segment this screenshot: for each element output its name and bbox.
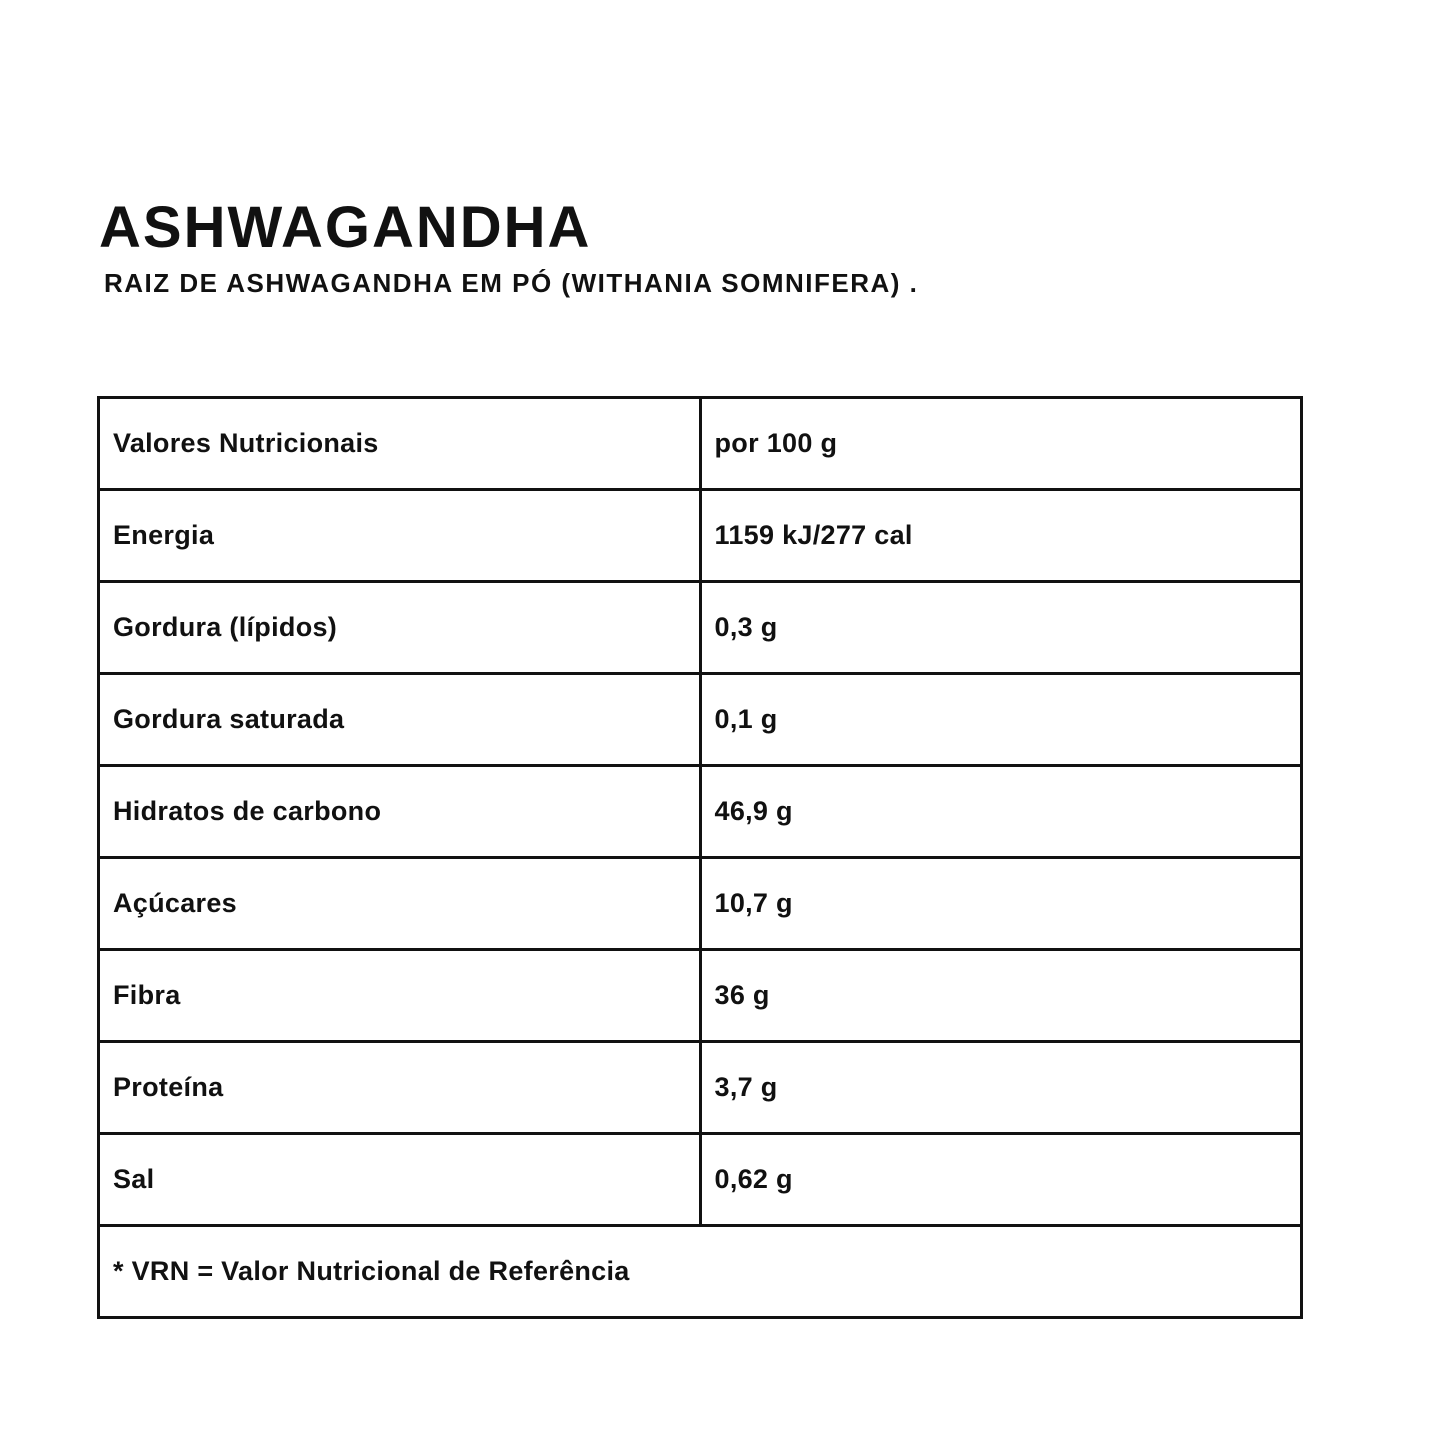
row-label: Açúcares xyxy=(99,858,701,950)
table-header-row xyxy=(99,398,1302,490)
row-value: 10,7 g xyxy=(700,858,1302,950)
row-label: Energia xyxy=(99,490,701,582)
row-value: 3,7 g xyxy=(700,1042,1302,1134)
nutrition-table xyxy=(97,396,1303,1319)
row-value: 36 g xyxy=(700,950,1302,1042)
table-header-value: por 100 g xyxy=(700,398,1302,490)
table-row-energia xyxy=(99,490,1302,582)
row-label: Proteína xyxy=(99,1042,701,1134)
table-row-acucares xyxy=(99,858,1302,950)
table-row-hidratos-de-carbono xyxy=(99,766,1302,858)
table-row-gordura-saturada xyxy=(99,674,1302,766)
row-value: 0,62 g xyxy=(700,1134,1302,1226)
row-label: Gordura (lípidos) xyxy=(99,582,701,674)
table-footnote: * VRN = Valor Nutricional de Referência xyxy=(99,1226,1302,1318)
table-row-proteina xyxy=(99,1042,1302,1134)
table-row-sal xyxy=(99,1134,1302,1226)
row-value: 0,1 g xyxy=(700,674,1302,766)
table-row-gordura xyxy=(99,582,1302,674)
row-value: 0,3 g xyxy=(700,582,1302,674)
row-label: Sal xyxy=(99,1134,701,1226)
table-header-label: Valores Nutricionais xyxy=(99,398,701,490)
ingredient-subtitle: RAIZ DE ASHWAGANDHA EM PÓ (WITHANIA SOMNIFERA) . xyxy=(104,268,919,298)
row-label: Gordura saturada xyxy=(99,674,701,766)
table-row-fibra xyxy=(99,950,1302,1042)
row-value: 46,9 g xyxy=(700,766,1302,858)
row-label: Fibra xyxy=(99,950,701,1042)
row-value: 1159 kJ/277 cal xyxy=(700,490,1302,582)
row-label: Hidratos de carbono xyxy=(99,766,701,858)
product-title: ASHWAGANDHA xyxy=(99,195,592,260)
table-footnote-row xyxy=(99,1226,1302,1318)
